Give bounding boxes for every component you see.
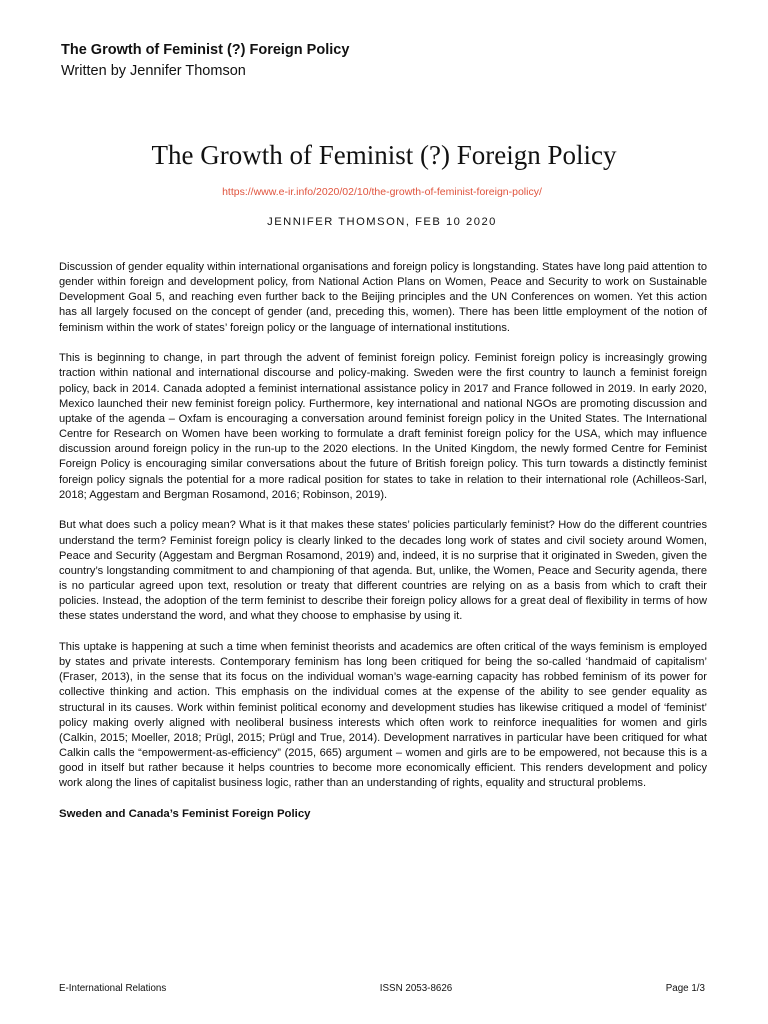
paragraph: But what does such a policy mean? What is it that makes these states’ policies particularly feminist? How do the different countries understand the term? Feminist foreign policy is clearly linked to the decades long work of states and civil society around Women, Peace and Security (Aggestam and Bergman Rosamond, 2019) and, indeed, it is no surprise that it originated in Sweden, given the country’s longstanding commitment to and championing of that agenda. But, unlike, the Women, Peace and Security agenda, there is no particular agreed upon text, resolution or treaty that different countries are relying on as a basis from which to craft their policies. Instead, the adoption of the term feminist to describe their foreign policy allows for a great deal of flexibility in terms of how these states understand the word, and what they choose to emphasise by using it.	[59, 519, 707, 623]
byline: JENNIFER THOMSON, FEB 10 2020	[267, 216, 497, 228]
page-footer	[59, 983, 705, 994]
footer-publisher: E-International Relations	[59, 983, 167, 994]
source-link[interactable]: https://www.e-ir.info/2020/02/10/the-growth-of-feminist-foreign-policy/	[222, 186, 542, 198]
section-heading: Sweden and Canada’s Feminist Foreign Policy	[59, 808, 311, 820]
document-header	[61, 41, 721, 81]
header-author: Written by Jennifer Thomson	[61, 63, 246, 79]
article-body	[59, 260, 707, 822]
paragraph: Discussion of gender equality within international organisations and foreign policy is longstanding. States have long paid attention to gender within foreign and development policy, from National Action Plans on Women, Peace and Security to work on Sustainable Development Goal 5, and reaching even further back to the Beijing principles and the UN Conferences on women. Yet this action has all largely focused on the concept of gender (and, preceding this, women). There has been little employment of the notion of feminism within the work of states’ foreign policy or the language of international institutions.	[59, 261, 707, 334]
footer-issn: ISSN 2053-8626	[379, 983, 453, 994]
paragraph: This is beginning to change, in part through the advent of feminist foreign policy. Feminist foreign policy is increasingly growing traction within national and international discourse and policy-making. Sweden were the first country to launch a feminist foreign policy, back in 2014. Canada adopted a feminist international assistance policy in 2017 and France followed in 2019. In early 2020, Mexico launched their new feminist foreign policy. Furthermore, key international and national NGOs are promoting discussion and uptake of the agenda – Oxfam is encouraging a conversation around feminist foreign policy in the United States. The International Centre for Research on Women have been working to formulate a draft feminist foreign policy for the USA, which may influence discussion around foreign policy in the run-up to the 2020 elections. In the United Kingdom, the newly formed Centre for Feminist Foreign Policy is encouraging similar conversations about the future of British foreign policy. This turn towards a distinctly feminist foreign policy signals the potential for a more radical position for states to take in relation to their international role (Achilleos-Sarl, 2018; Aggestam and Bergman Rosamond, 2016; Robinson, 2019).	[59, 352, 707, 501]
article-title: The Growth of Feminist (?) Foreign Policy	[151, 140, 617, 170]
footer-page-number: Page 1/3	[665, 983, 705, 994]
header-title: The Growth of Feminist (?) Foreign Policy	[61, 42, 350, 58]
paragraph: This uptake is happening at such a time when feminist theorists and academics are often critical of the ways feminism is employed by states and private interests. Contemporary feminism has long been critiqued for being the so-called ‘handmaid of capitalism’ (Fraser, 2013), in the sense that its focus on the individual woman’s wage-earning capacity has robbed feminism of its power for collective thinking and action. This emphasis on the individual comes at the expense of the ability to see gender equality as structural in its causes. Work within feminist political economy and development studies has likewise critiqued a model of ‘feminist’ policy making overly aligned with neoliberal business interests which often work to reinforce inequalities for women and girls (Calkin, 2015; Moeller, 2018; Prügl, 2015; Prügl and True, 2014). Development narratives in particular have been critiqued for what Calkin calls the “empowerment-as-efficiency” (2015, 665) argument – women and girls are to be empowered, not because this is a good in itself but rather because it helps countries to become more economically efficient. This renders development and policy work along the lines of capitalist business logic, rather than an understanding of rights, equality and structural problems.	[59, 640, 707, 790]
